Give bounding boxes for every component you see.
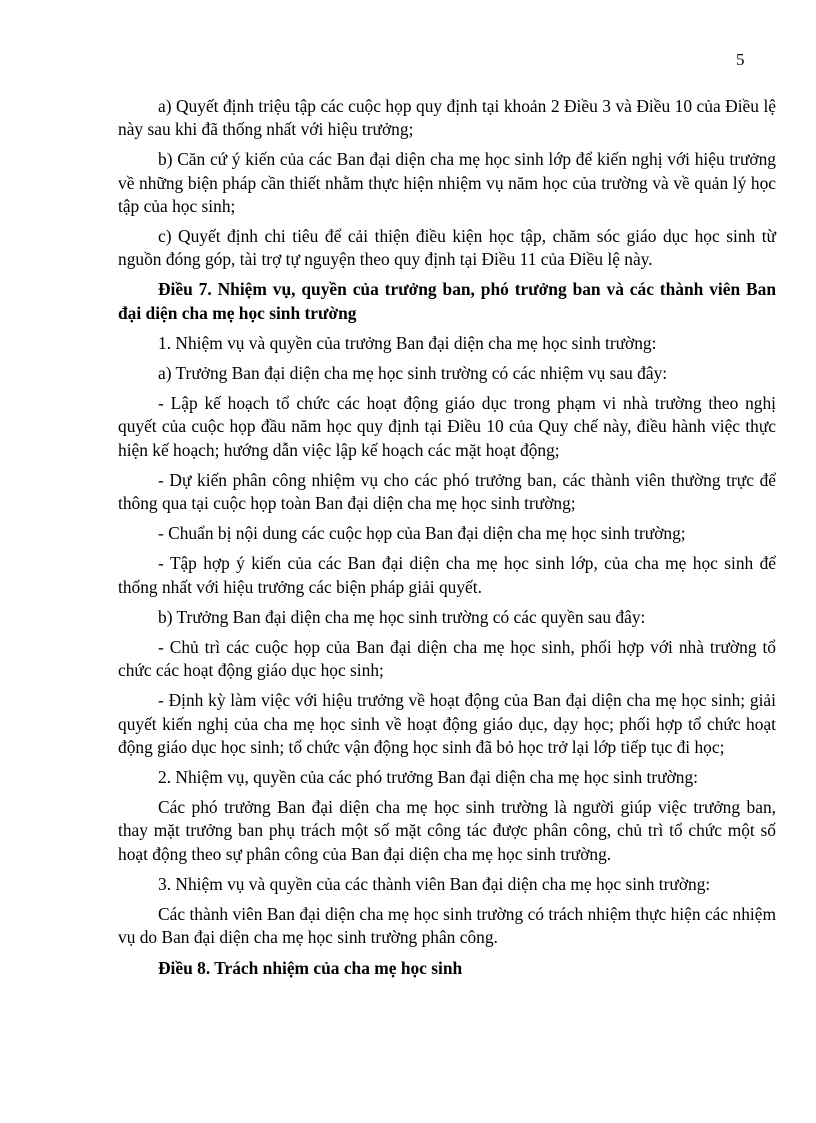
section-3-member-duties: 3. Nhiệm vụ và quyền của các thành viên Ban đại diện cha mẹ học sinh trường:: [158, 873, 711, 894]
article-8-heading: Điều 8. Trách nhiệm của cha mẹ học sinh: [158, 957, 463, 978]
clause-b-recommendations: b) Căn cứ ý kiến của các Ban đại diện cha mẹ học sinh lớp để kiến nghị với hiệu trưởng về những biện pháp cần thiết nhằm thực hiện nhiệm vụ năm học của trường và về quản lý học tập của học sinh;: [118, 149, 776, 216]
bullet-assign-tasks: - Dự kiến phân công nhiệm vụ cho các phó trưởng ban, các thành viên thường trực để thông qua tại cuộc họp toàn Ban đại diện cha mẹ học sinh trường;: [118, 469, 776, 514]
bullet-chair-meetings: - Chủ trì các cuộc họp của Ban đại diện cha mẹ học sinh, phối hợp với nhà trường tổ chức các hoạt động giáo dục học sinh;: [118, 637, 776, 681]
clause-a-head-tasks: a) Trưởng Ban đại diện cha mẹ học sinh trường có các nhiệm vụ sau đây:: [158, 363, 668, 384]
bullet-prepare-meetings: - Chuẩn bị nội dung các cuộc họp của Ban đại diện cha mẹ học sinh trường;: [158, 523, 686, 544]
bullet-plan-activities: - Lập kế hoạch tổ chức các hoạt động giáo dục trong phạm vi nhà trường theo nghị quyết của cuộc họp đầu năm học quy định tại Điều 10 của Quy chế này, điều hành việc thực hiện kế hoạch; hướng dẫn việc lập kế hoạch các mặt hoạt động;: [118, 393, 776, 460]
bullet-periodic-work: - Định kỳ làm việc với hiệu trưởng về hoạt động của Ban đại diện cha mẹ học sinh; giải quyết kiến nghị của cha mẹ học sinh về hoạt động giáo dục, dạy học; phối hợp tổ chức hoạt động giáo dục học sinh; tổ chức vận động học sinh đã bỏ học trở lại lớp tiếp tục đi học;: [118, 690, 776, 757]
bullet-gather-opinions: - Tập hợp ý kiến của các Ban đại diện cha mẹ học sinh lớp, của cha mẹ học sinh để thống nhất với hiệu trưởng các biện pháp giải quyết.: [118, 553, 776, 597]
clause-a-convene-meetings: a) Quyết định triệu tập các cuộc họp quy định tại khoản 2 Điều 3 và Điều 10 của Điều lệ này sau khi đã thống nhất với hiệu trưởng;: [118, 96, 776, 140]
member-description: Các thành viên Ban đại diện cha mẹ học sinh trường có trách nhiệm thực hiện các nhiệm vụ do Ban đại diện cha mẹ học sinh trường phân công.: [118, 904, 776, 948]
page-number: 5: [736, 50, 745, 69]
deputy-description: Các phó trưởng Ban đại diện cha mẹ học sinh trường là người giúp việc trưởng ban, thay mặt trưởng ban phụ trách một số mặt công tác được phân công, chủ trì tổ chức một số hoạt động theo sự phân công của Ban đại diện cha mẹ học sinh trường.: [118, 797, 776, 864]
section-1-head-duties: 1. Nhiệm vụ và quyền của trưởng Ban đại diện cha mẹ học sinh trường:: [158, 332, 657, 353]
document-body: [118, 95, 776, 987]
section-2-deputy-duties: 2. Nhiệm vụ, quyền của các phó trưởng Ban đại diện cha mẹ học sinh trường:: [158, 767, 698, 788]
clause-c-spending: c) Quyết định chi tiêu để cải thiện điều kiện học tập, chăm sóc giáo dục học sinh từ nguồn đóng góp, tài trợ tự nguyện theo quy định tại Điều 11 của Điều lệ này.: [118, 226, 776, 270]
clause-b-head-rights: b) Trưởng Ban đại diện cha mẹ học sinh trường có các quyền sau đây:: [158, 606, 646, 627]
article-7-heading: Điều 7. Nhiệm vụ, quyền của trưởng ban, phó trưởng ban và các thành viên Ban đại diện cha mẹ học sinh trường: [118, 279, 776, 323]
